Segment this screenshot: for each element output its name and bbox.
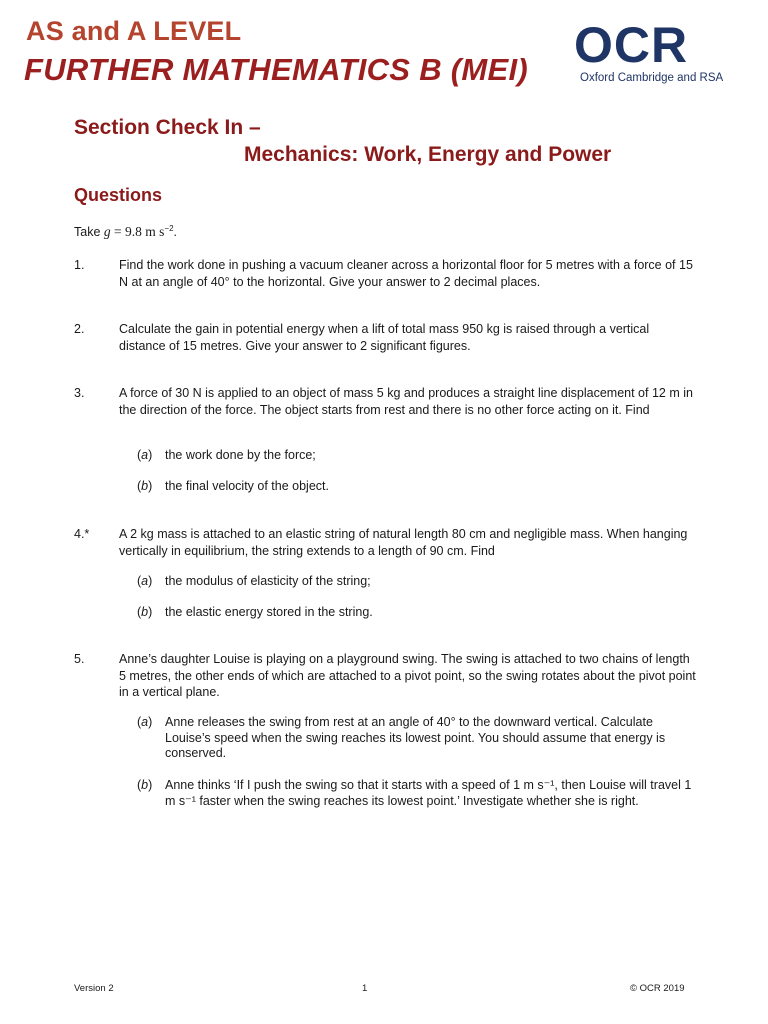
ocr-logo-tagline: Oxford Cambridge and RSA — [580, 72, 724, 84]
question-text: Anne’s daughter Louise is playing on a playground swing. The swing is attached to two chains of length 5 metres, the other ends of which are attached to a pivot point, so the swing rotates about the pivot point in a vertical plane. — [119, 652, 696, 699]
section-title-line2: Mechanics: Work, Energy and Power — [244, 143, 612, 166]
part-text: the modulus of elasticity of the string; — [165, 574, 371, 588]
question-number: 1. — [74, 258, 85, 272]
part-text: the elastic energy stored in the string. — [165, 605, 373, 619]
footer-version: Version 2 — [74, 983, 114, 994]
footer-page-number: 1 — [362, 983, 368, 994]
question-text: A 2 kg mass is attached to an elastic string of natural length 80 cm and negligible mass. When hanging vertically in equilibrium, the string extends to a length of 90 cm. Find — [119, 527, 688, 558]
question-text: Find the work done in pushing a vacuum cleaner across a horizontal floor for 5 metres with a force of 15 N at an angle of 40° to the horizontal. Give your answer to 2 decimal places. — [119, 258, 693, 289]
gravity-value: = 9.8 m s — [110, 224, 165, 239]
gravity-symbol: g — [103, 224, 111, 239]
part-text: the final velocity of the object. — [165, 479, 329, 493]
gravity-exponent: −2 — [164, 223, 174, 233]
question-text: A force of 30 N is applied to an object of mass 5 kg and produces a straight line displacement of 12 m in the direction of the force. The object starts from rest and there is no other force acting on it. Find — [119, 386, 693, 417]
part-label: (b) — [137, 778, 153, 792]
part-label: (a) — [137, 574, 153, 588]
gravity-note-prefix: Take — [74, 225, 104, 239]
ocr-logo — [574, 17, 739, 92]
footer-copyright: © OCR 2019 — [630, 983, 685, 994]
question-number: 3. — [74, 386, 85, 400]
question-number: 4.* — [74, 527, 90, 541]
part-text: Anne thinks ‘If I push the swing so that it starts with a speed of 1 m s⁻¹, then Louise will travel 1 m s⁻¹ faster when the swing reaches its lowest point.’ Investigate whether she is right. — [165, 778, 692, 808]
part-label: (b) — [137, 479, 153, 493]
part-label: (b) — [137, 605, 153, 619]
part-text: Anne releases the swing from rest at an angle of 40° to the downward vertical. Calculate Louise’s speed when the swing reaches its lowest point. You should assume that energy is conserved. — [165, 715, 666, 760]
qualification-level: AS and A LEVEL — [26, 16, 242, 46]
part-label: (a) — [137, 448, 153, 462]
document-header — [0, 0, 768, 105]
gravity-note-end: . — [173, 225, 177, 239]
question-number: 2. — [74, 322, 85, 336]
ocr-logo-text: OCR — [574, 17, 689, 73]
section-title-line1: Section Check In – — [74, 116, 261, 139]
gravity-note — [74, 224, 177, 240]
question-number: 5. — [74, 652, 85, 666]
part-label: (a) — [137, 715, 153, 729]
questions-heading: Questions — [74, 185, 163, 205]
part-text: the work done by the force; — [165, 448, 316, 462]
subject-title: FURTHER MATHEMATICS B (MEI) — [24, 52, 529, 87]
question-text: Calculate the gain in potential energy when a lift of total mass 950 kg is raised through a vertical distance of 15 metres. Give your answer to 2 significant figures. — [119, 322, 650, 353]
